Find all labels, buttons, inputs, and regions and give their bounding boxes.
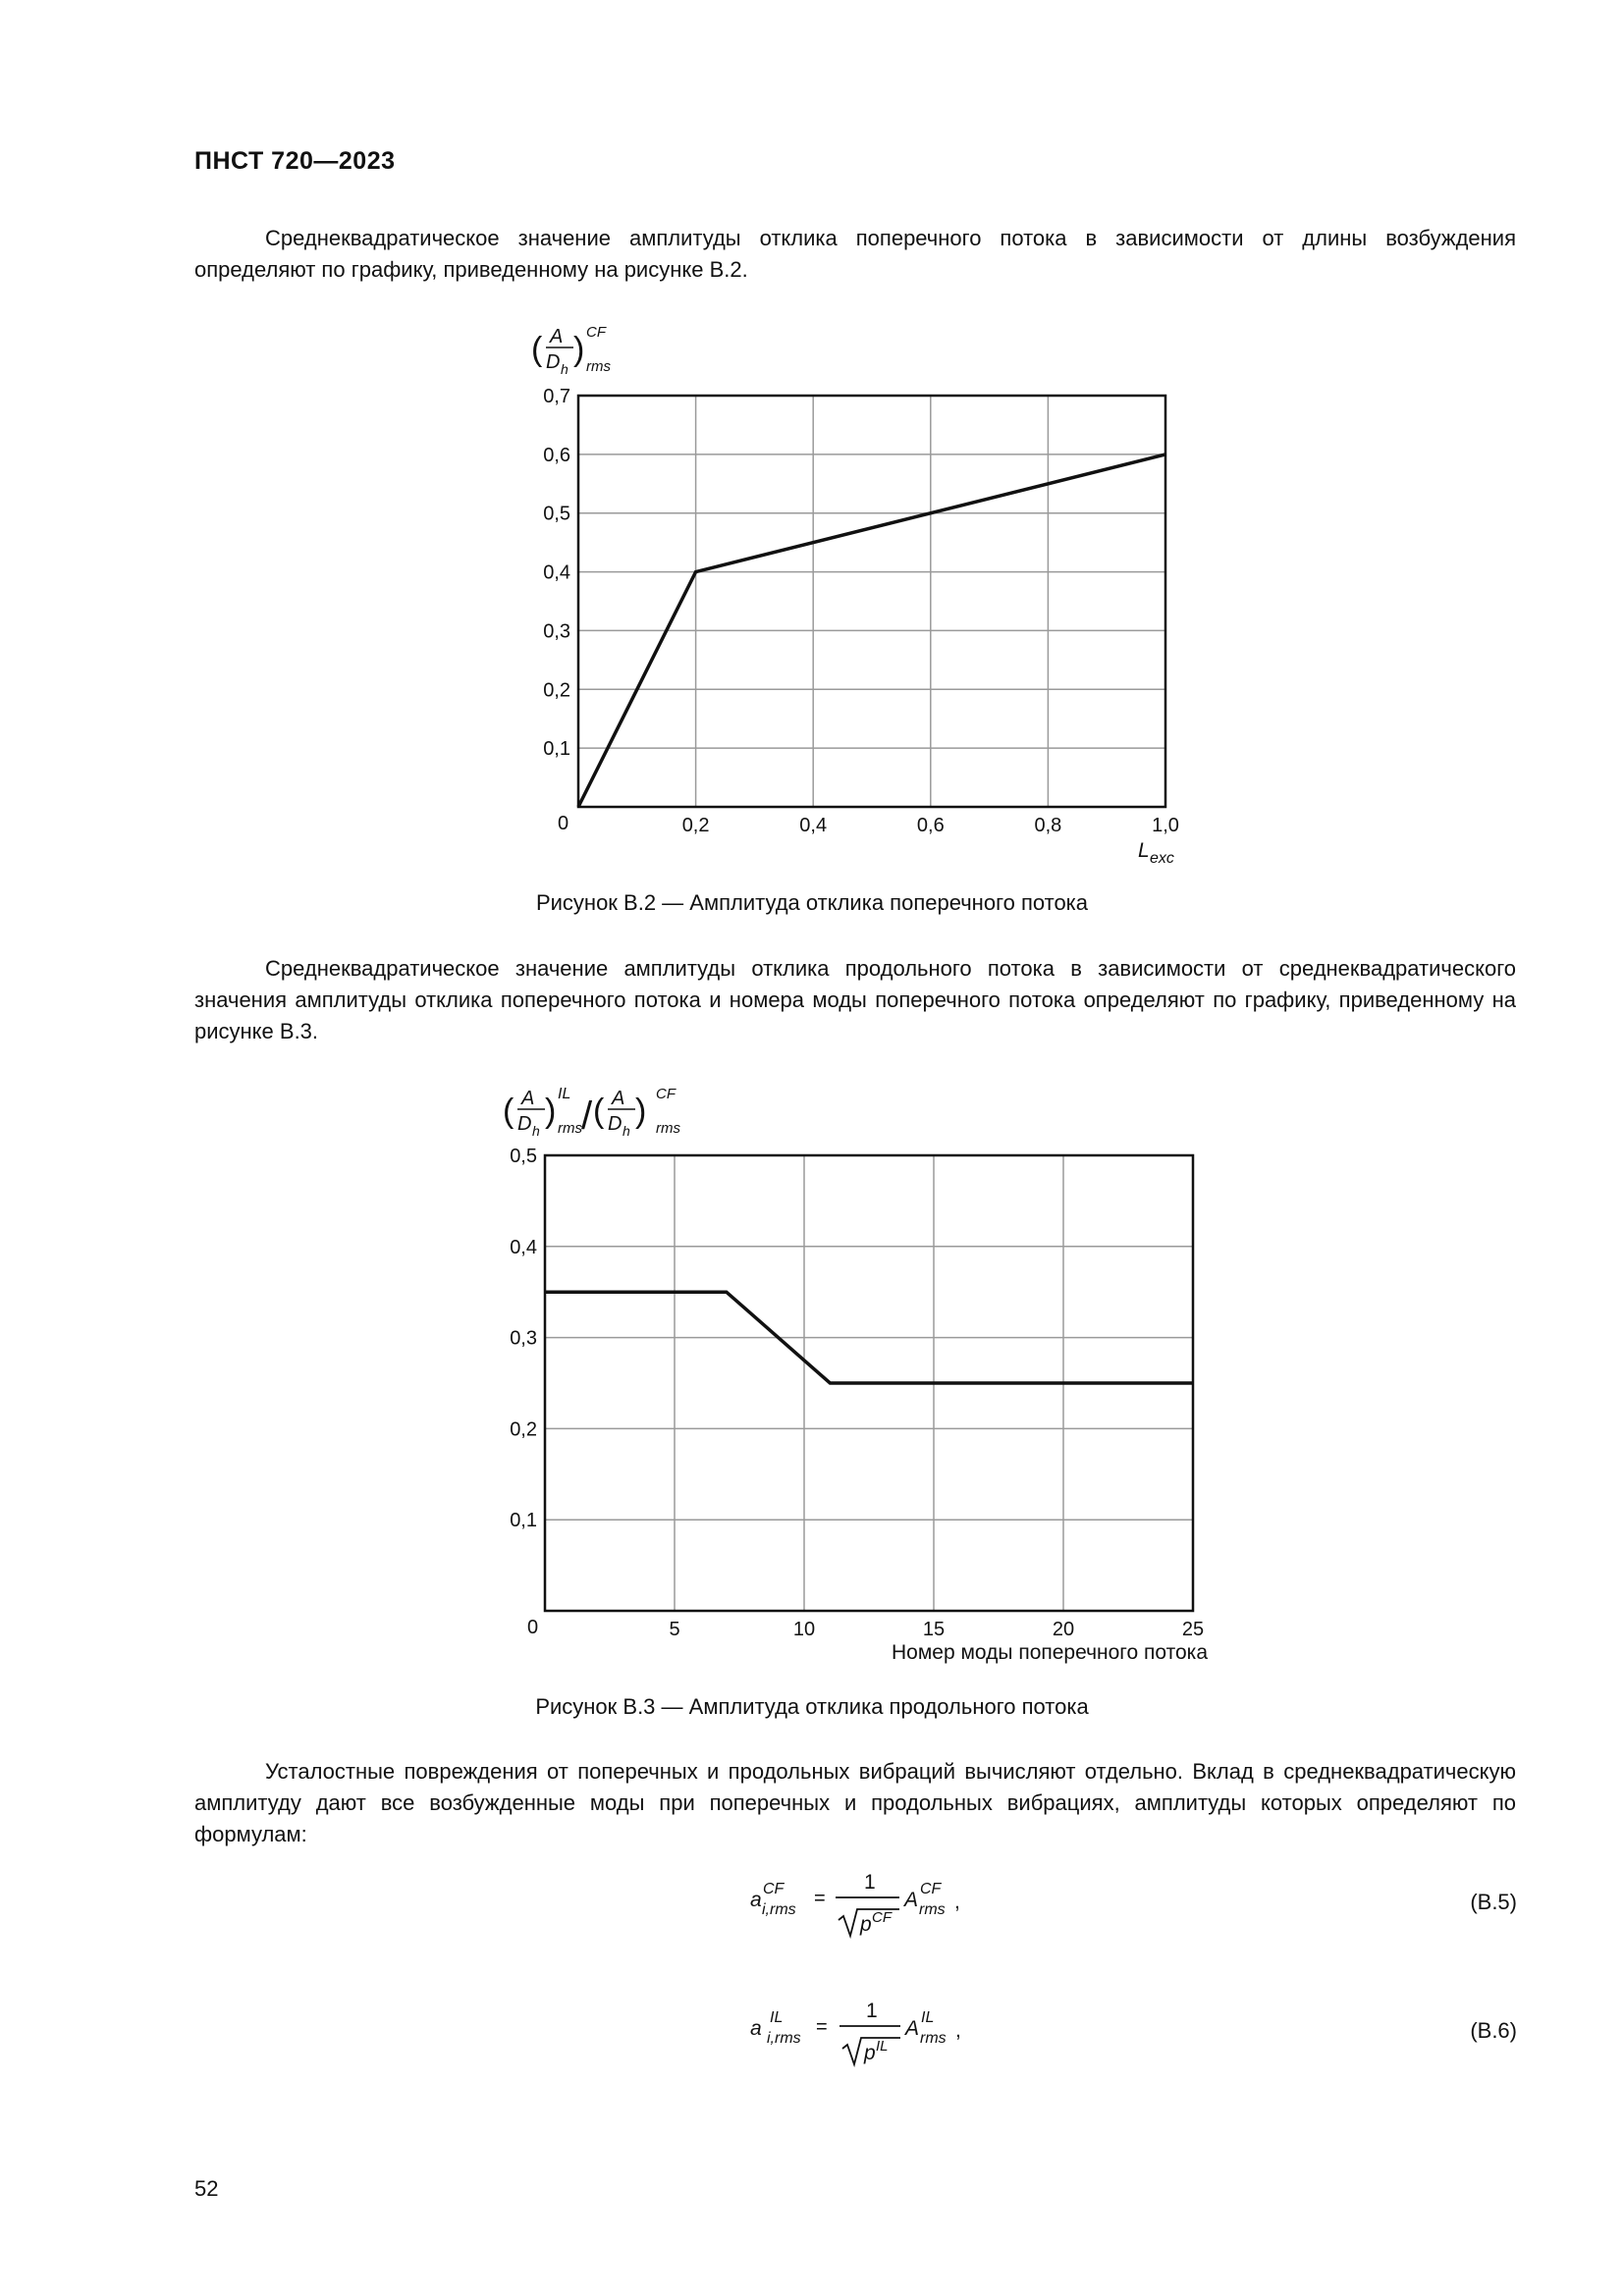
document-header: ПНСТ 720—2023	[194, 147, 396, 175]
ylabel-denominator: D	[517, 1113, 532, 1135]
xtick-label: 0,6	[916, 815, 945, 836]
ylabel-denominator-sub-2: h	[623, 1123, 630, 1139]
formula-b6-lhs-sup: IL	[770, 2009, 784, 2026]
formula-b5-numerator: 1	[864, 1871, 876, 1894]
ylabel-subscript: rms	[586, 358, 611, 375]
chart-b2-ylabel	[531, 324, 611, 377]
ytick-label: 0,6	[543, 444, 570, 466]
formula-b5-lhs-sup: CF	[763, 1881, 785, 1897]
ytick-label: 0,2	[543, 679, 570, 702]
ylabel-denominator-2: D	[608, 1113, 623, 1135]
ytick-label: 0,2	[510, 1418, 537, 1441]
formula-b6-den-sup: IL	[876, 2038, 889, 2055]
chart-b3-ylabel	[503, 1086, 680, 1139]
formula-b5-lhs-sub: i,rms	[762, 1901, 796, 1918]
formula-b5-number: (B.5)	[1470, 1890, 1517, 1914]
ylabel-denominator-sub: h	[532, 1123, 540, 1139]
ylabel-superscript-2: CF	[656, 1086, 676, 1102]
chart-b2-frame	[578, 396, 1165, 807]
formula-b6-equals: =	[816, 2016, 828, 2038]
chart-b2-origin-label: 0	[558, 813, 569, 834]
ylabel-right-paren: )	[573, 331, 585, 368]
formula-b5	[750, 1871, 1517, 1936]
formula-b6-rhs: A	[905, 2017, 920, 2040]
formula-b5-rhs-sub: rms	[919, 1901, 946, 1918]
ylabel-numerator: A	[550, 326, 564, 347]
chart-b3-origin-label: 0	[527, 1617, 539, 1638]
xlabel-subscript: exc	[1150, 850, 1174, 867]
xtick-label: 20	[1052, 1619, 1075, 1640]
xtick-label: 0,4	[799, 815, 828, 836]
paragraph-2: Среднеквадратическое значение амплитуды отклика продольного потока в зависимости от среднеквадратического значения амплитуды отклика поперечного потока и номера моды поперечного потока определяют по графику, приведенному на рисунке В.3.	[194, 956, 1516, 1043]
paragraph-3: Усталостные повреждения от поперечных и продольных вибраций вычисляют отдельно. Вклад в среднеквадратическую амплитуду дают все возбужденные моды при поперечных и продольных вибрациях, амплитуды которых определяют по формулам:	[194, 1759, 1516, 1846]
ytick-label: 0,7	[543, 386, 570, 407]
ytick-label: 0,1	[543, 738, 570, 761]
formula-b6-den-main: p	[864, 2042, 876, 2064]
ylabel-denominator: D	[546, 351, 561, 373]
paragraph-1: Среднеквадратическое значение амплитуды отклика поперечного потока в зависимости от длины возбуждения определяют по графику, приведенному на рисунке В.2.	[194, 226, 1516, 282]
page-number: 52	[194, 2176, 219, 2201]
ytick-label: 0,1	[510, 1510, 537, 1532]
chart-b3-xlabel: Номер моды поперечного потока	[892, 1641, 1208, 1664]
formula-b6-lhs-sub: i,rms	[767, 2030, 801, 2047]
formula-b6	[750, 2000, 1517, 2064]
formula-b5-equals: =	[814, 1888, 826, 1909]
ylabel-denominator-sub: h	[561, 361, 568, 377]
ylabel-slash: /	[581, 1095, 593, 1138]
ylabel-superscript-1: IL	[558, 1086, 571, 1102]
chart-b2-xlabel	[1138, 839, 1174, 867]
formula-b5-rhs: A	[904, 1889, 919, 1911]
formula-b6-numerator: 1	[866, 2000, 878, 2022]
ylabel-subscript-1: rms	[558, 1120, 582, 1137]
ylabel-left-paren-2: (	[593, 1093, 605, 1130]
ytick-label: 0,5	[543, 503, 570, 525]
xlabel-main: L	[1138, 839, 1150, 862]
chart-b2-plot	[531, 324, 1179, 867]
ylabel-superscript: CF	[586, 324, 606, 341]
xtick-label: 15	[922, 1619, 946, 1640]
xtick-label: 1,0	[1152, 815, 1179, 836]
ylabel-left-paren: (	[503, 1093, 514, 1130]
ytick-label: 0,4	[543, 561, 570, 584]
formula-b5-rhs-sup: CF	[920, 1881, 942, 1897]
formula-b5-lhs: a	[750, 1889, 762, 1911]
xtick-label: 0,2	[681, 815, 710, 836]
figure-b3-caption: Рисунок В.3 — Амплитуда отклика продольного потока	[535, 1694, 1089, 1719]
xtick-label: 10	[792, 1619, 816, 1640]
ytick-label: 0,3	[510, 1327, 537, 1350]
formula-b6-number: (B.6)	[1470, 2018, 1517, 2043]
formula-b5-den-main: p	[860, 1913, 872, 1936]
formula-b6-rhs-sub: rms	[920, 2030, 947, 2047]
ylabel-numerator-2: A	[612, 1088, 625, 1109]
ylabel-right-paren: )	[545, 1093, 557, 1130]
formula-b5-comma: ,	[954, 1891, 960, 1913]
ytick-label: 0,4	[510, 1236, 537, 1258]
ylabel-left-paren: (	[531, 331, 543, 368]
formula-b6-rhs-sup: IL	[921, 2009, 935, 2026]
ylabel-right-paren-2: )	[635, 1093, 647, 1130]
formula-b6-lhs: a	[750, 2017, 762, 2040]
ytick-label: 0,5	[510, 1146, 537, 1167]
ytick-label: 0,3	[543, 620, 570, 643]
ylabel-numerator: A	[521, 1088, 535, 1109]
chart-b3-plot	[503, 1086, 1208, 1664]
formula-b6-comma: ,	[955, 2019, 961, 2042]
xtick-label: 25	[1181, 1619, 1205, 1640]
xtick-label: 0,8	[1034, 815, 1062, 836]
xtick-label: 5	[669, 1619, 680, 1640]
ylabel-subscript-2: rms	[656, 1120, 680, 1137]
formula-b5-den-sup: CF	[872, 1909, 892, 1926]
figure-b2-caption: Рисунок В.2 — Амплитуда отклика поперечного потока	[535, 890, 1089, 915]
